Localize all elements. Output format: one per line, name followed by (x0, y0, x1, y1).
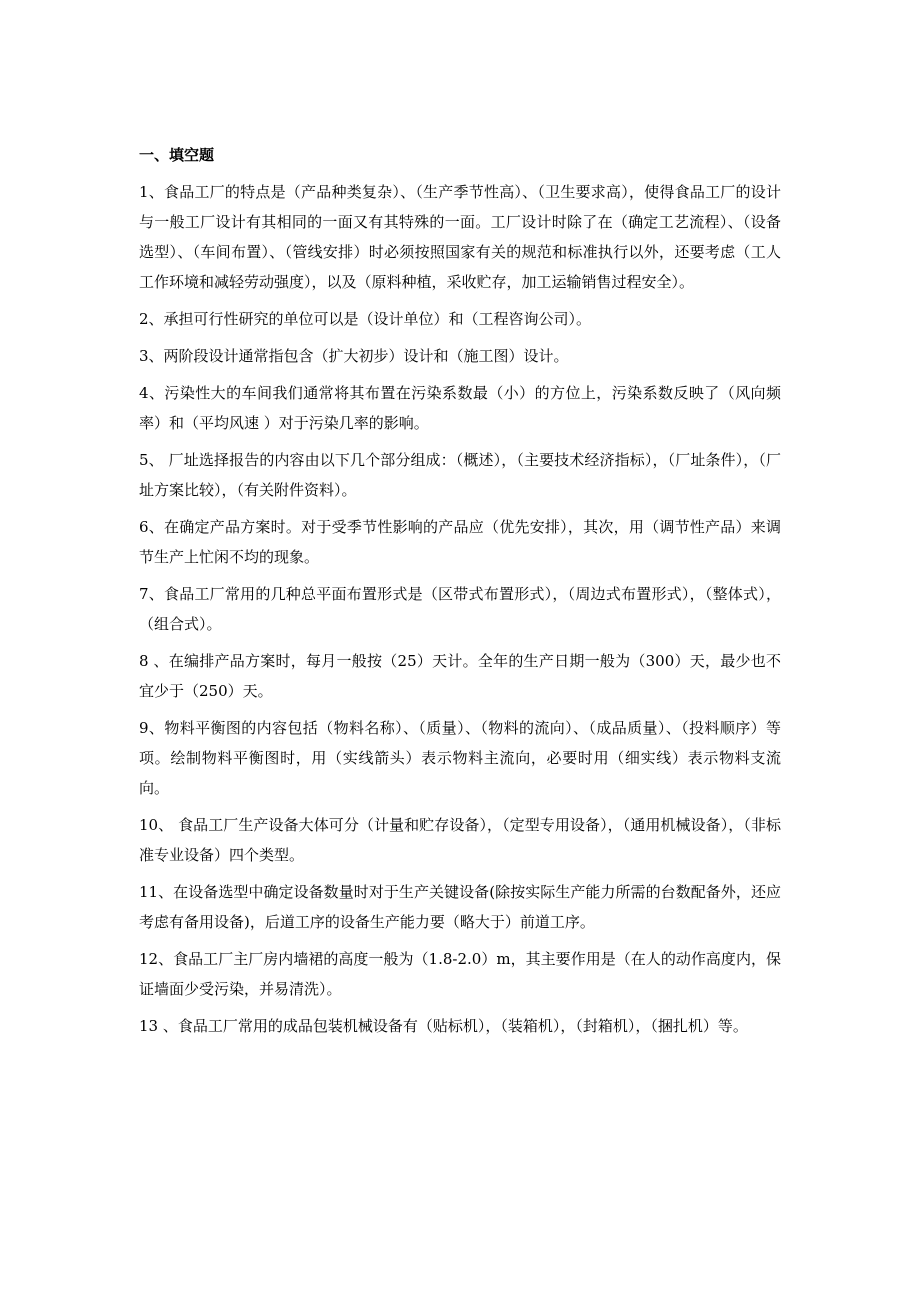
question-5: 5、 厂址选择报告的内容由以下几个部分组成：（概述），（主要技术经济指标），（厂址条件），（厂址方案比较），（有关附件资料）。 (139, 451, 781, 499)
question-9: 9、物料平衡图的内容包括（物料名称）、（质量）、（物料的流向）、（成品质量）、（投料顺序）等项。绘制物料平衡图时，用（实线箭头）表示物料主流向，必要时用（细实线）表示物料支流向。 (139, 719, 781, 797)
question-12: 12、食品工厂主厂房内墙裙的高度一般为（1.8-2.0）m，其主要作用是（在人的动作高度内，保证墙面少受污染，并易清洗）。 (139, 950, 781, 998)
question-1: 1、食品工厂的特点是（产品种类复杂）、（生产季节性高）、（卫生要求高），使得食品工厂的设计与一般工厂设计有其相同的一面又有其特殊的一面。工厂设计时除了在（确定工艺流程）、（设备选型）、（车间布置）、（管线安排）时必须按照国家有关的规范和标准执行以外，还要考虑（工人工作环境和减轻劳动强度），以及（原料种植，采收贮存，加工运输销售过程安全）。 (139, 183, 781, 291)
question-4: 4、污染性大的车间我们通常将其布置在污染系数最（小）的方位上，污染系数反映了（风向频率）和（平均风速 ）对于污染几率的影响。 (139, 384, 781, 432)
section-title: 一、填空题 (139, 146, 215, 164)
question-10: 10、 食品工厂生产设备大体可分（计量和贮存设备），（定型专用设备），（通用机械设备），（非标准专业设备）四个类型。 (139, 816, 781, 864)
question-6: 6、在确定产品方案时。对于受季节性影响的产品应（优先安排），其次，用（调节性产品）来调节生产上忙闲不均的现象。 (139, 518, 781, 566)
question-3: 3、两阶段设计通常指包含（扩大初步）设计和（施工图）设计。 (139, 347, 569, 365)
document-body (139, 140, 781, 1048)
question-13: 13 、食品工厂常用的成品包装机械设备有（贴标机），（装箱机），（封箱机），（捆扎机）等。 (139, 1017, 748, 1035)
question-7: 7、食品工厂常用的几种总平面布置形式是（区带式布置形式），（周边式布置形式），（整体式），（组合式）。 (139, 585, 781, 633)
question-2: 2、承担可行性研究的单位可以是（设计单位）和（工程咨询公司）。 (139, 310, 592, 328)
question-8: 8 、在编排产品方案时，每月一般按（25）天计。全年的生产日期一般为（300）天，最少也不宜少于（250）天。 (139, 652, 781, 700)
question-11: 11、在设备选型中确定设备数量时对于生产关键设备(除按实际生产能力所需的台数配备外，还应考虑有备用设备)，后道工序的设备生产能力要（略大于）前道工序。 (139, 883, 781, 931)
